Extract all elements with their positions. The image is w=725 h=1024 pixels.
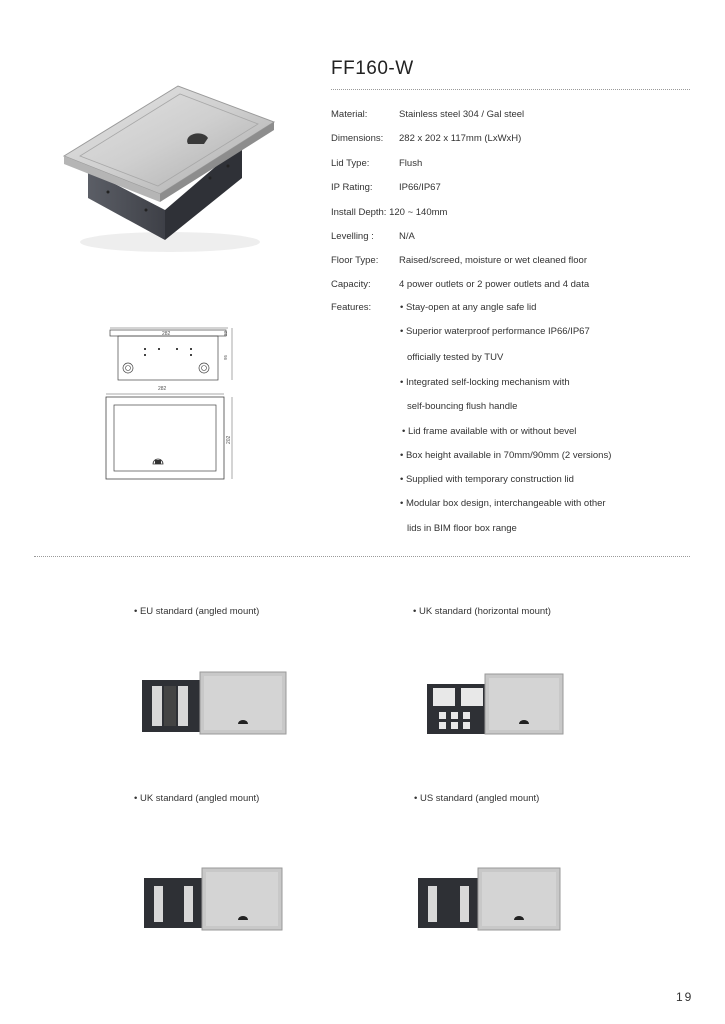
spec-label: Levelling : [331,231,374,242]
feature-item: • Integrated self-locking mechanism with [400,377,570,388]
dimension-side-height-1: 22 [223,330,228,336]
feature-item: • Supplied with temporary construction lid [400,474,574,485]
dimension-plan-width: 282 [158,386,167,392]
option-label-uk-horizontal: • UK standard (horizontal mount) [413,606,551,617]
spec-label: Capacity: [331,279,371,290]
feature-item: lids in BIM floor box range [407,523,517,534]
dimension-top-width: 282 [162,331,171,337]
spec-label: Lid Type: [331,158,370,169]
spec-value: 4 power outlets or 2 power outlets and 4 data [399,279,590,290]
spec-label: Floor Type: [331,255,379,266]
product-photo-floor-box [60,82,280,257]
feature-item: officially tested by TUV [407,352,504,363]
spec-label: IP Rating: [331,182,373,193]
spec-value: IP66/IP67 [399,182,441,193]
option-label-us-angled: • US standard (angled mount) [414,793,540,804]
spec-value: N/A [399,231,415,242]
option-photo-eu-angled [142,672,288,736]
dimension-side-height-2: 95 [223,354,228,360]
section-divider [34,556,690,557]
feature-item: • Stay-open at any angle safe lid [400,302,537,313]
spec-label: Features: [331,302,372,313]
dimension-plan-depth: 202 [226,435,232,444]
option-photo-uk-horizontal [427,674,565,736]
spec-install-depth [331,207,447,218]
spec-value: 120 ~ 140mm [389,207,448,218]
technical-drawing-plan-view [100,384,240,484]
spec-value: Flush [399,158,423,169]
spec-value: Raised/screed, moisture or wet cleaned floor [399,255,587,266]
feature-item: • Lid frame available with or without bevel [402,426,577,437]
technical-drawing-side-view [100,322,240,387]
title-divider [331,89,690,90]
feature-item: • Modular box design, interchangeable with other [400,498,606,509]
option-label-uk-angled: • UK standard (angled mount) [134,793,260,804]
spec-value: Stainless steel 304 / Gal steel [399,109,525,120]
feature-item: self-bouncing flush handle [407,401,518,412]
product-title: FF160-W [331,58,414,79]
option-photo-uk-angled [144,868,284,932]
spec-label: Install Depth: [331,207,387,218]
page-number: 19 [676,990,694,1004]
feature-item: • Superior waterproof performance IP66/IP67 [400,326,590,337]
spec-label: Dimensions: [331,133,384,144]
spec-label: Material: [331,109,368,120]
option-photo-us-angled [418,868,562,932]
option-label-eu-angled: • EU standard (angled mount) [134,606,260,617]
feature-item: • Box height available in 70mm/90mm (2 versions) [400,450,612,461]
spec-value: 282 x 202 x 117mm (LxWxH) [399,133,522,144]
